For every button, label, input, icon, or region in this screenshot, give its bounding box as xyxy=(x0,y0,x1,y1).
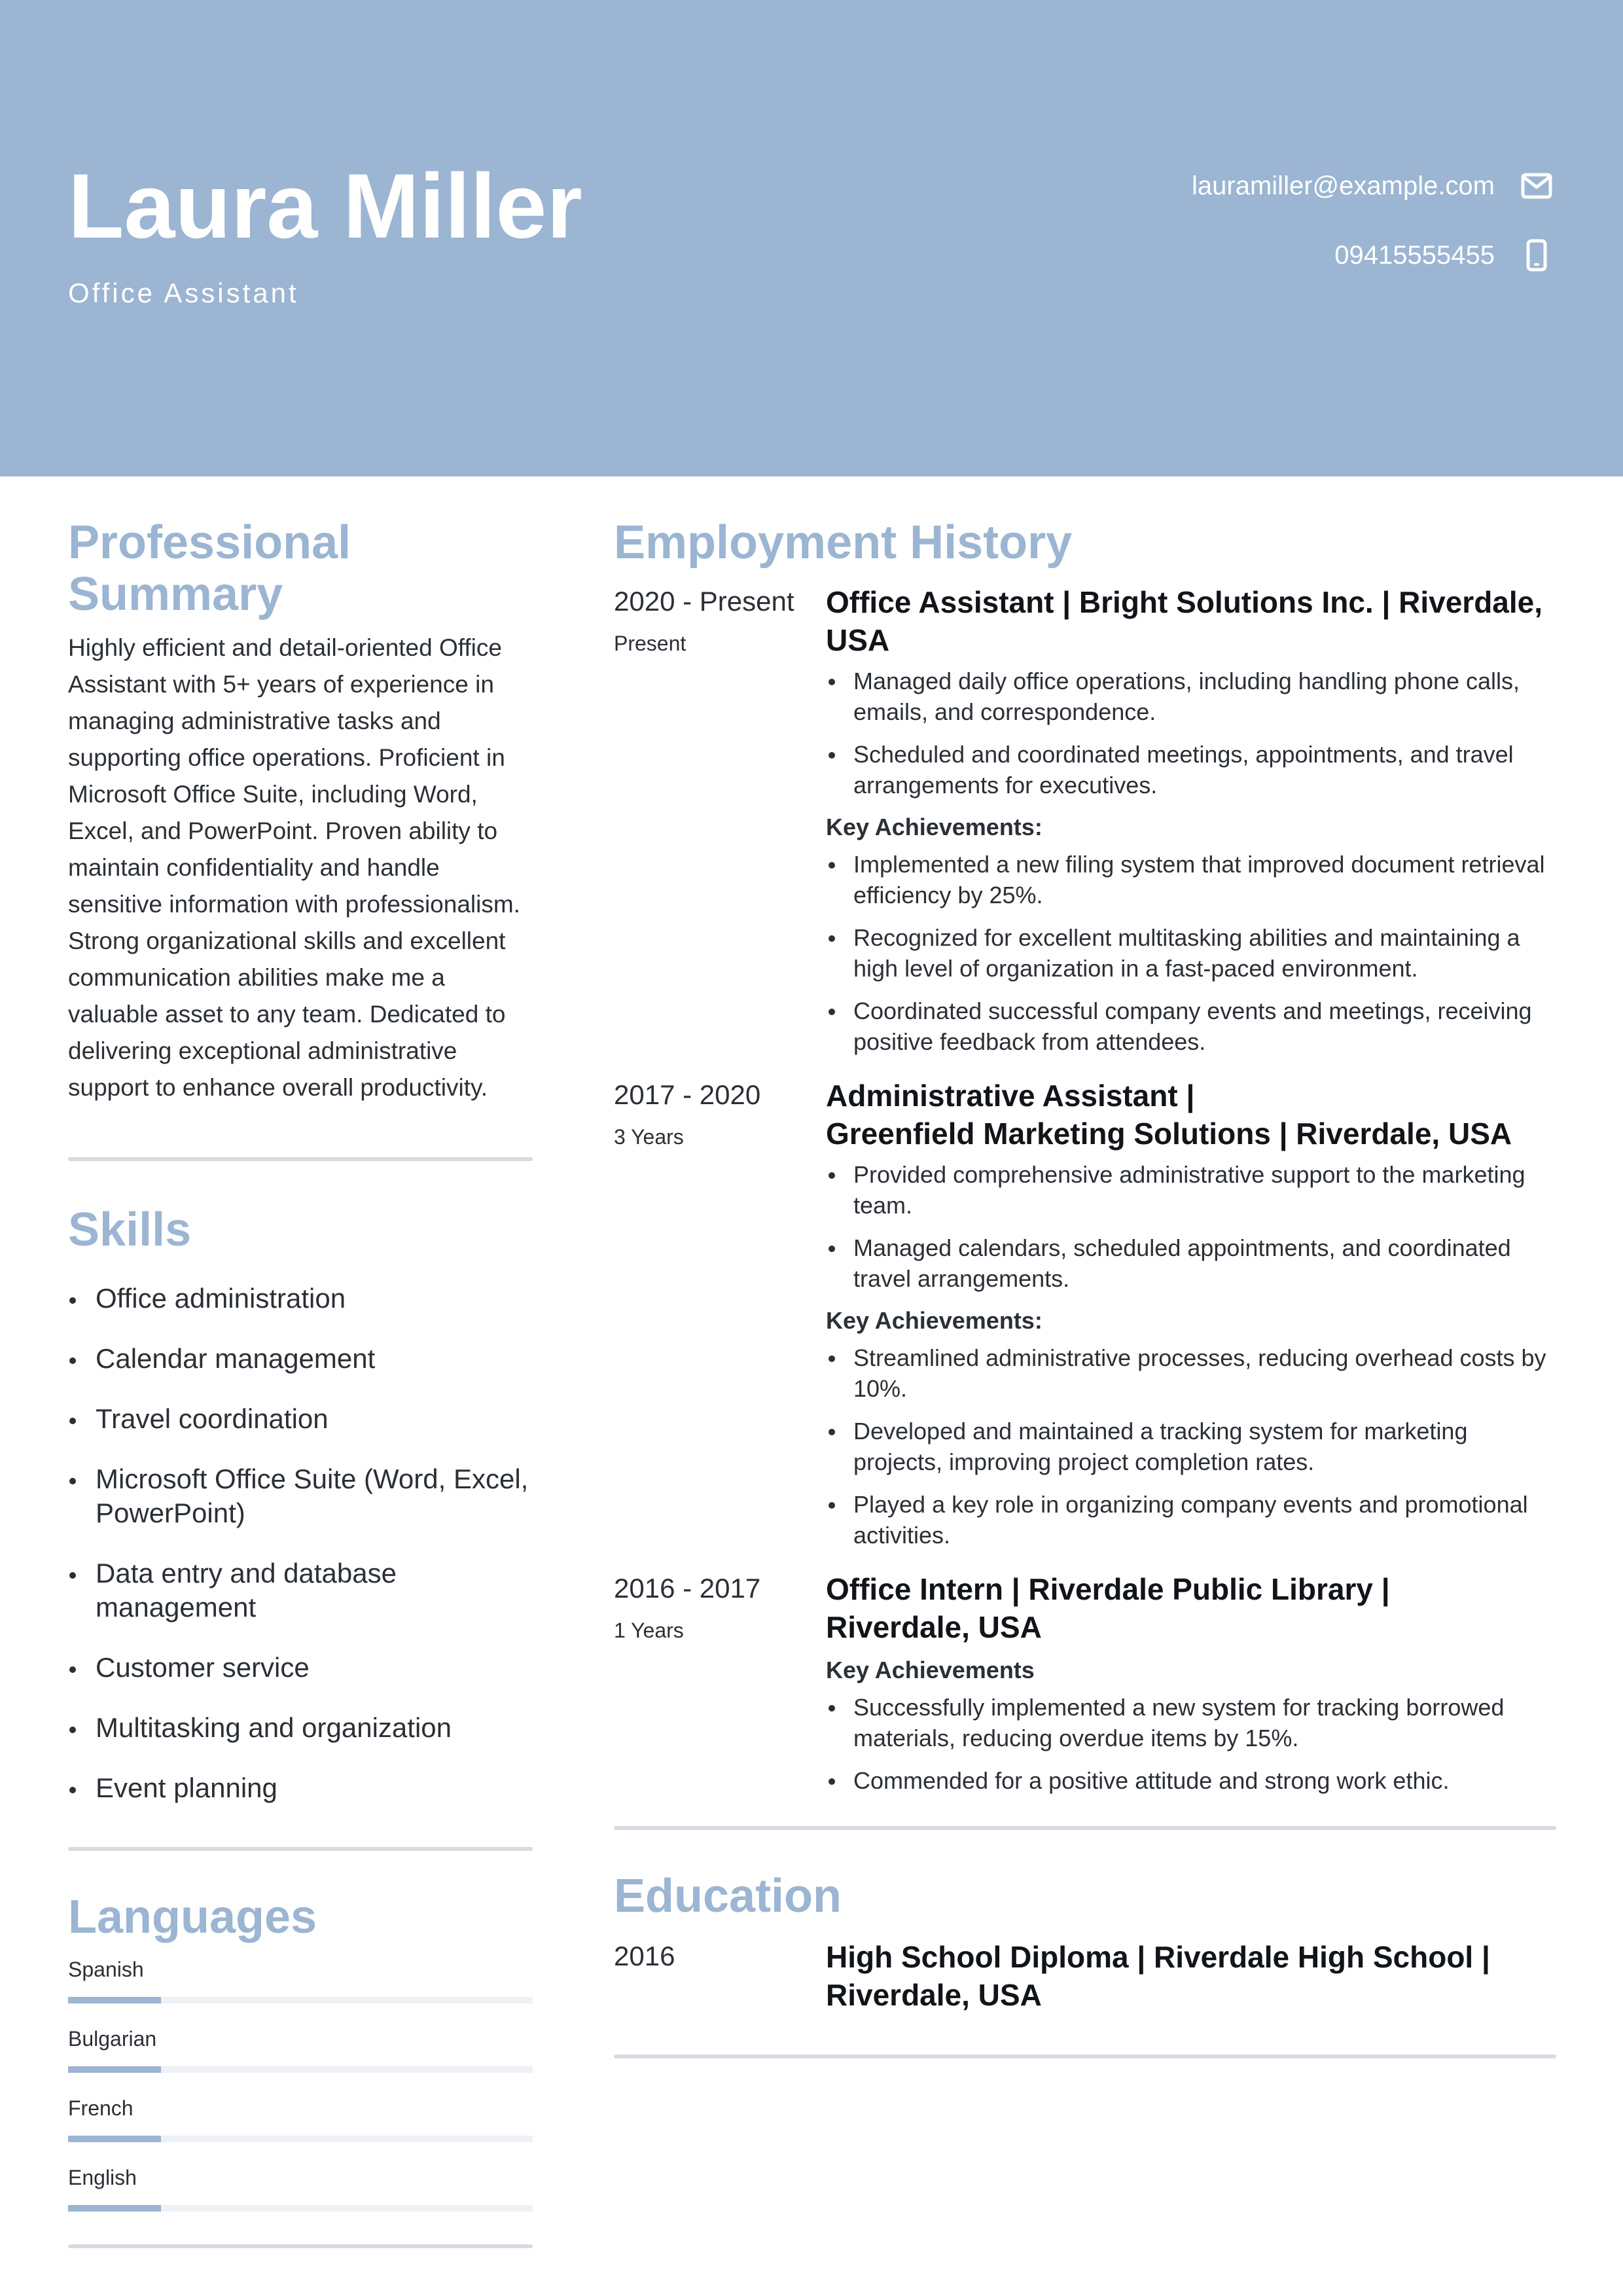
employment-history-section xyxy=(614,517,1556,1796)
skill-item: Travel coordination xyxy=(68,1402,533,1436)
language-name: Bulgarian xyxy=(68,2026,157,2051)
job-duty: Managed calendars, scheduled appointments, and coordinated travel arrangements. xyxy=(826,1232,1556,1294)
skill-item: Data entry and database management xyxy=(68,1556,533,1624)
job-heading xyxy=(826,1570,1556,1646)
key-achievements-label: Key Achievements: xyxy=(826,814,1043,841)
left-column xyxy=(68,517,533,2248)
language-item xyxy=(68,2164,533,2212)
job-duty: Managed daily office operations, including handling phone calls, emails, and correspondence. xyxy=(826,666,1556,727)
candidate-name: Laura Miller xyxy=(68,154,582,257)
job-heading xyxy=(826,583,1556,659)
achievements-list xyxy=(826,849,1556,1057)
education-heading-line: Riverdale, USA xyxy=(826,1978,1042,2013)
job-duration: 1 Years xyxy=(614,1619,684,1643)
language-item xyxy=(68,2026,533,2073)
education-body xyxy=(826,1938,1556,2014)
professional-summary-section xyxy=(68,517,533,1106)
education-heading-line: High School Diploma | Riverdale High School | xyxy=(826,1940,1490,1975)
language-level-bar xyxy=(68,1997,533,2003)
achievement-item: Developed and maintained a tracking system for marketing projects, improving project completion rates. xyxy=(826,1416,1556,1477)
job-heading-line: Administrative Assistant | xyxy=(826,1079,1195,1113)
languages-list xyxy=(68,1956,533,2212)
skills-list xyxy=(68,1282,533,1805)
summary-heading: Professional Summary xyxy=(68,516,351,621)
jobs-list xyxy=(614,583,1556,1796)
language-name: Spanish xyxy=(68,1957,144,1981)
language-item xyxy=(68,2095,533,2142)
achievement-item: Commended for a positive attitude and strong work ethic. xyxy=(826,1765,1556,1796)
key-achievements-label: Key Achievements: xyxy=(826,1307,1043,1335)
job-heading-line: Greenfield Marketing Solutions | Riverdale, USA xyxy=(826,1117,1512,1151)
skills-section xyxy=(68,1204,533,1804)
envelope-icon xyxy=(1518,168,1555,204)
languages-section xyxy=(68,1892,533,2212)
job-period: 2016 - 2017 xyxy=(614,1573,761,1604)
contact-phone[interactable] xyxy=(1334,237,1555,274)
employment-heading: Employment History xyxy=(614,516,1073,569)
education-list xyxy=(614,1938,1556,2014)
job-duty: Scheduled and coordinated meetings, appointments, and travel arrangements for executives. xyxy=(826,739,1556,800)
achievement-item: Implemented a new filing system that improved document retrieval efficiency by 25%. xyxy=(826,849,1556,910)
achievement-item: Played a key role in organizing company events and promotional activities. xyxy=(826,1489,1556,1551)
education-heading xyxy=(826,1938,1556,2014)
header-banner xyxy=(0,0,1623,476)
achievement-item: Streamlined administrative processes, reducing overhead costs by 10%. xyxy=(826,1342,1556,1404)
job-entry xyxy=(614,583,1556,1057)
job-period: 2017 - 2020 xyxy=(614,1079,761,1111)
job-entry xyxy=(614,1077,1556,1551)
job-period: 2020 - Present xyxy=(614,586,794,617)
language-level-bar xyxy=(68,2066,533,2073)
skill-item: Microsoft Office Suite (Word, Excel, PowerPoint) xyxy=(68,1462,533,1530)
job-duties-list xyxy=(826,666,1556,800)
divider xyxy=(614,1826,1556,1830)
language-level-fill xyxy=(68,2205,161,2212)
achievements-list xyxy=(826,1342,1556,1551)
job-heading-line: Riverdale, USA xyxy=(826,1610,1042,1645)
achievement-item: Coordinated successful company events and meetings, receiving positive feedback from attendees. xyxy=(826,996,1556,1057)
job-body xyxy=(826,1570,1556,1796)
right-column xyxy=(614,517,1556,2058)
achievement-item: Successfully implemented a new system for tracking borrowed materials, reducing overdue items by 15%. xyxy=(826,1692,1556,1753)
language-level-fill xyxy=(68,2136,161,2142)
languages-heading: Languages xyxy=(68,1890,317,1943)
phone-text[interactable]: 09415555455 xyxy=(1334,240,1495,270)
job-duration: 3 Years xyxy=(614,1125,684,1149)
job-heading-line: Office Intern | Riverdale Public Library | xyxy=(826,1572,1390,1607)
job-heading xyxy=(826,1077,1556,1153)
summary-text: Highly efficient and detail-oriented Office Assistant with 5+ years of experience in managing administrative tasks and supporting office operations. Proficient in Microsoft Office Suite, including Word, Excel, and PowerPoint. Proven ability to maintain confidentiality and handle sensitive information with professionalism. Strong organizational skills and excellent communication abilities make me a valuable asset to any team. Dedicated to delivering exceptional administrative support to enhance overall productivity. xyxy=(68,634,520,1102)
language-name: English xyxy=(68,2165,137,2189)
candidate-title: Office Assistant xyxy=(68,278,299,308)
divider xyxy=(68,2244,533,2248)
divider xyxy=(68,1157,533,1161)
job-duration: Present xyxy=(614,632,687,656)
divider xyxy=(614,2054,1556,2058)
education-heading: Education xyxy=(614,1870,842,1923)
language-level-fill xyxy=(68,2066,161,2073)
job-duty: Provided comprehensive administrative support to the marketing team. xyxy=(826,1159,1556,1221)
achievements-list xyxy=(826,1692,1556,1796)
language-level-bar xyxy=(68,2205,533,2212)
skill-item: Event planning xyxy=(68,1771,533,1805)
language-level-fill xyxy=(68,1997,161,2003)
job-heading-line: Office Assistant | Bright Solutions Inc. | Riverdale, USA xyxy=(826,585,1543,658)
language-level-bar xyxy=(68,2136,533,2142)
achievement-item: Recognized for excellent multitasking abilities and maintaining a high level of organization in a fast-paced environment. xyxy=(826,922,1556,984)
key-achievements-label: Key Achievements xyxy=(826,1657,1035,1684)
job-duties-list xyxy=(826,1159,1556,1294)
education-period: 2016 xyxy=(614,1941,675,1972)
skill-item: Calendar management xyxy=(68,1342,533,1376)
divider xyxy=(68,1847,533,1851)
language-name: French xyxy=(68,2096,134,2120)
job-entry xyxy=(614,1570,1556,1796)
contact-email[interactable] xyxy=(1192,168,1555,204)
language-item xyxy=(68,1956,533,2003)
skill-item: Office administration xyxy=(68,1282,533,1316)
education-section xyxy=(614,1871,1556,2014)
skill-item: Multitasking and organization xyxy=(68,1711,533,1745)
mobile-phone-icon xyxy=(1518,237,1555,274)
job-body xyxy=(826,1077,1556,1551)
skill-item: Customer service xyxy=(68,1651,533,1685)
education-entry xyxy=(614,1938,1556,2014)
job-body xyxy=(826,583,1556,1057)
email-text[interactable]: lauramiller@example.com xyxy=(1192,171,1495,200)
skills-heading: Skills xyxy=(68,1204,192,1257)
